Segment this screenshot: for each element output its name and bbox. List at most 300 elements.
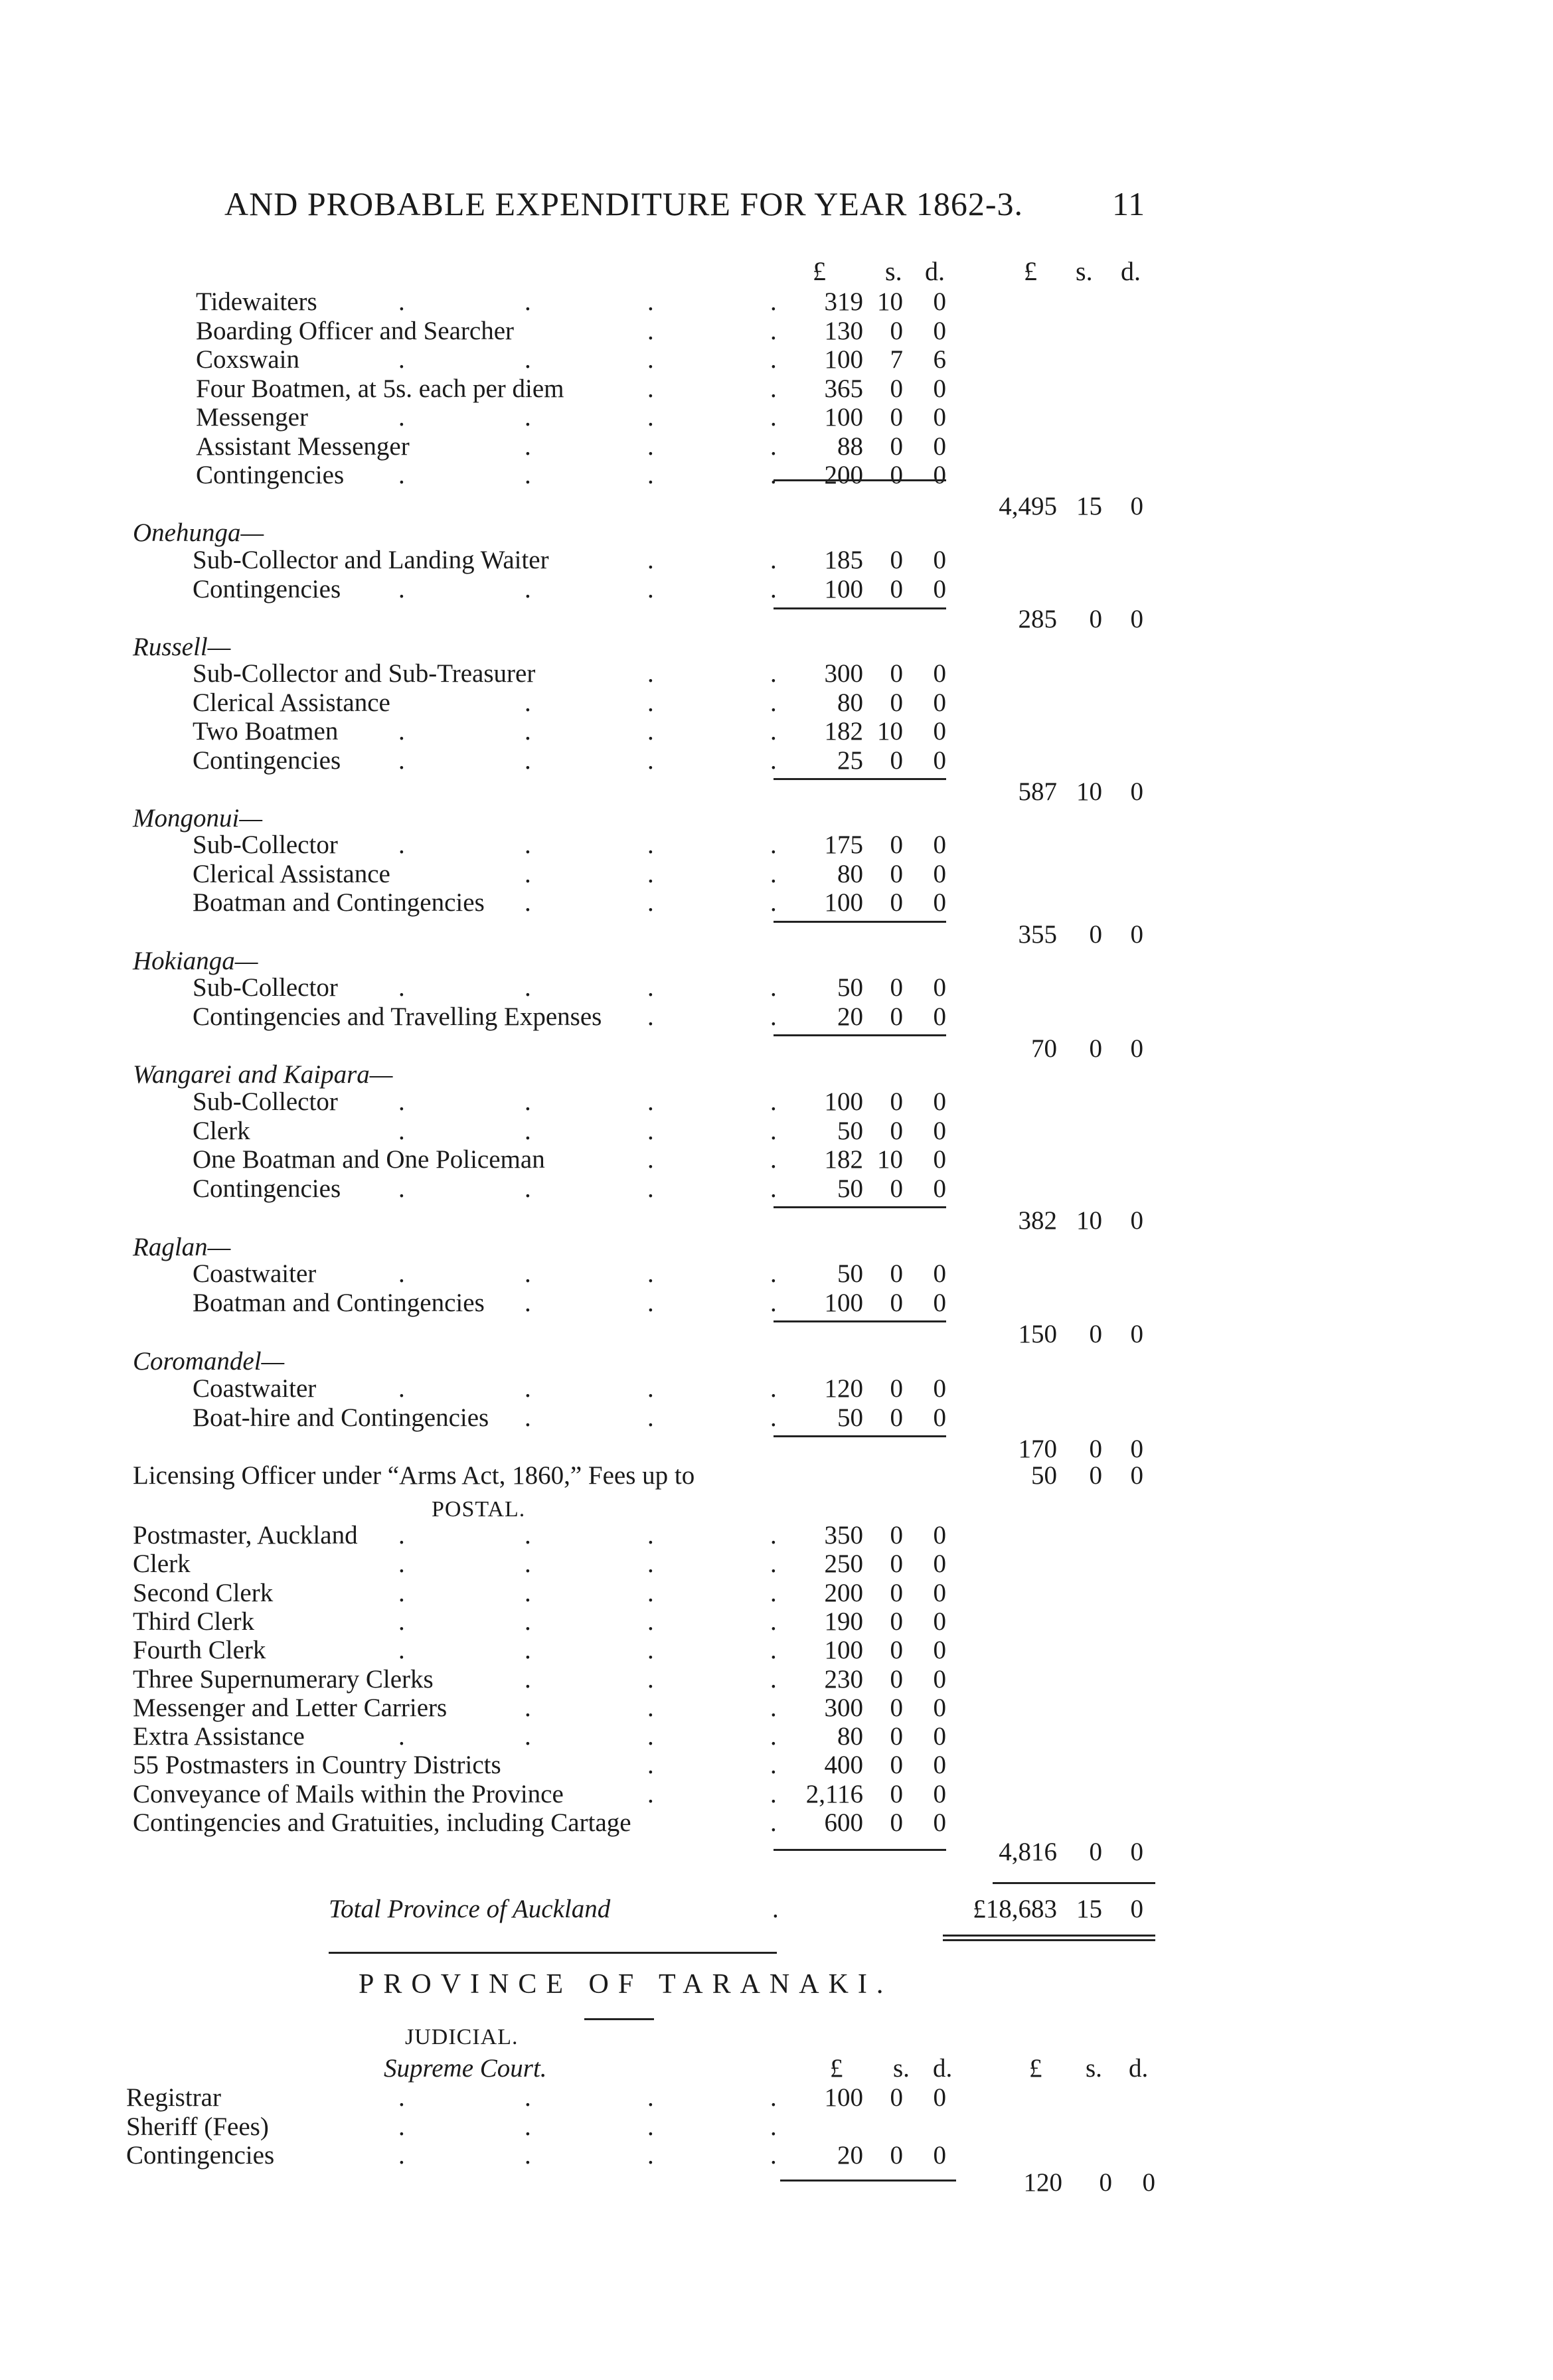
- wangarei-total-pence: 0: [1130, 1206, 1143, 1235]
- postal-item-shillings: 0: [890, 1722, 903, 1751]
- customs-total-shillings: 15: [1076, 492, 1102, 520]
- customs-item-label: Coxswain: [196, 345, 299, 374]
- onehunga-item-pounds: 185: [824, 546, 863, 574]
- col-head-pound: £: [813, 256, 826, 286]
- coromandel-total-pounds: 170: [1018, 1435, 1057, 1463]
- raglan-item-shillings: 0: [890, 1288, 903, 1317]
- leader-dot: .: [770, 1288, 777, 1317]
- leader-dot: .: [770, 1693, 777, 1722]
- russell-item-pounds: 25: [837, 746, 863, 775]
- postal-item: [0, 1520, 1553, 1552]
- coromandel-item-pence: 0: [933, 1374, 946, 1403]
- coromandel-item: [0, 1374, 1553, 1405]
- taranaki-item-pounds: 20: [837, 2141, 863, 2170]
- leader-dot: .: [525, 859, 531, 888]
- customs-item-label: Four Boatmen, at 5s. each per diem: [196, 374, 564, 403]
- raglan-item-shillings: 0: [890, 1259, 903, 1288]
- grand-total-pence: 0: [1130, 1895, 1143, 1923]
- hokianga-item-pence: 0: [933, 973, 946, 1002]
- postal-item-pounds: 2,116: [805, 1779, 863, 1808]
- customs-item-pounds: 319: [824, 287, 863, 316]
- leader-dot: .: [647, 287, 654, 316]
- col-head-shilling: s.: [885, 256, 902, 286]
- wangarei-item-pence: 0: [933, 1116, 946, 1145]
- onehunga-item-pounds: 100: [824, 574, 863, 603]
- leader-dot: .: [525, 1578, 531, 1607]
- leader-dot: .: [398, 1087, 405, 1116]
- leader-dot: .: [770, 1779, 777, 1808]
- hokianga-item-pence: 0: [933, 1002, 946, 1031]
- postal-item: [0, 1779, 1553, 1811]
- leader-dot: .: [770, 461, 777, 489]
- page-header-title: AND PROBABLE EXPENDITURE FOR YEAR 1862-3.: [224, 185, 1024, 222]
- russell-item-label: Two Boatmen: [193, 717, 339, 746]
- mongonui-item-label: Sub-Collector: [193, 831, 338, 859]
- leader-dot: .: [647, 1145, 654, 1174]
- raglan-item-label: Boatman and Contingencies: [193, 1288, 485, 1317]
- postal-item-pounds: 600: [824, 1808, 863, 1837]
- leader-dot: .: [525, 461, 531, 489]
- postal-item-label: Messenger and Letter Carriers: [133, 1693, 448, 1722]
- customs-item-shillings: 7: [890, 345, 903, 374]
- wangarei-item-pounds: 182: [824, 1145, 863, 1174]
- customs-item-label: Boarding Officer and Searcher: [196, 316, 514, 345]
- wangarei-item-shillings: 0: [890, 1116, 903, 1145]
- customs-item-shillings: 0: [890, 432, 903, 461]
- leader-dot: .: [398, 345, 405, 374]
- postal-total-rule: [993, 1882, 1155, 1884]
- leader-dot: .: [525, 287, 531, 316]
- wangarei-item-pence: 0: [933, 1174, 946, 1203]
- onehunga-item: [0, 574, 1553, 606]
- leader-dot: .: [770, 1607, 777, 1636]
- leader-dot: .: [647, 1751, 654, 1780]
- russell-item-pounds: 182: [824, 717, 863, 746]
- postal-item-pounds: 300: [824, 1693, 863, 1722]
- postal-item-pence: 0: [933, 1607, 946, 1636]
- leader-dot: .: [770, 746, 777, 775]
- leader-dot: .: [398, 1607, 405, 1636]
- leader-dot: .: [525, 717, 531, 746]
- supreme-court-heading: Supreme Court.: [384, 2054, 547, 2083]
- leader-dot: .: [398, 1259, 405, 1288]
- postal-item: [0, 1635, 1553, 1667]
- leader-dot: .: [770, 859, 777, 888]
- taranaki-title: PROVINCE OF TARANAKI.: [359, 1969, 893, 2000]
- mongonui-total-shillings: 0: [1089, 920, 1102, 949]
- leader-dot: .: [770, 973, 777, 1002]
- hokianga-item-shillings: 0: [890, 973, 903, 1002]
- onehunga-item: [0, 545, 1553, 577]
- leader-dot: .: [525, 1403, 531, 1432]
- section-title-hokianga: Hokianga—: [133, 947, 258, 975]
- postal-item-label: 55 Postmasters in Country Districts: [133, 1751, 501, 1780]
- grand-total-shillings: 15: [1076, 1895, 1102, 1923]
- postal-item: [0, 1664, 1553, 1696]
- onehunga-item-pence: 0: [933, 546, 946, 574]
- postal-item-shillings: 0: [890, 1693, 903, 1722]
- leader-dot: .: [647, 717, 654, 746]
- hokianga-item: [0, 1002, 1553, 1034]
- customs-item-pounds: 200: [824, 461, 863, 489]
- leader-dot: .: [770, 1145, 777, 1174]
- wangarei-item-pence: 0: [933, 1145, 946, 1174]
- customs-item-pence: 0: [933, 461, 946, 489]
- postal-item-pence: 0: [933, 1779, 946, 1808]
- postal-total-shillings: 0: [1089, 1838, 1102, 1866]
- leader-dot: .: [647, 1722, 654, 1751]
- customs-item-pounds: 365: [824, 374, 863, 403]
- raglan-item-label: Coastwaiter: [193, 1259, 317, 1288]
- postal-item-pounds: 230: [824, 1664, 863, 1694]
- postal-item-shillings: 0: [890, 1607, 903, 1636]
- leader-dot: .: [647, 574, 654, 603]
- grand-total-rule-2: [943, 1939, 1155, 1941]
- postal-item-label: Conveyance of Mails within the Province: [133, 1779, 564, 1808]
- grand-total-pounds: £18,683: [973, 1895, 1057, 1923]
- russell-item-label: Clerical Assistance: [193, 688, 390, 717]
- postal-total-pence: 0: [1130, 1838, 1143, 1866]
- taranaki-col-head: s.: [893, 2054, 910, 2083]
- customs-item-pounds: 130: [824, 316, 863, 345]
- taranaki-title-rule: [584, 2018, 654, 2020]
- postal-item: [0, 1693, 1553, 1725]
- leader-dot: .: [398, 1722, 405, 1751]
- mongonui-total-pounds: 355: [1018, 920, 1057, 949]
- grand-total-rule-1: [943, 1935, 1155, 1937]
- leader-dot: .: [770, 717, 777, 746]
- hokianga-total-pence: 0: [1130, 1034, 1143, 1063]
- leader-dot: .: [525, 1288, 531, 1317]
- postal-total-pounds: 4,816: [999, 1838, 1057, 1866]
- leader-dot: .: [770, 1374, 777, 1403]
- postal-item-shillings: 0: [890, 1751, 903, 1780]
- leader-dot: .: [647, 973, 654, 1002]
- leader-dot: .: [647, 888, 654, 917]
- russell-total-pence: 0: [1130, 777, 1143, 806]
- customs-item: [0, 460, 1553, 492]
- leader-dot: .: [647, 1693, 654, 1722]
- raglan-item: [0, 1288, 1553, 1320]
- leader-dot: .: [647, 746, 654, 775]
- wangarei-item-shillings: 0: [890, 1087, 903, 1116]
- russell-item-pounds: 300: [824, 659, 863, 688]
- leader-dot: .: [398, 1549, 405, 1579]
- leader-dot: .: [770, 888, 777, 917]
- raglan-total-shillings: 0: [1089, 1320, 1102, 1348]
- leader-dot: .: [770, 831, 777, 859]
- leader-dot: .: [647, 1578, 654, 1607]
- postal-item-pence: 0: [933, 1722, 946, 1751]
- mongonui-item-pounds: 100: [824, 888, 863, 917]
- leader-dot: .: [647, 659, 654, 688]
- customs-item-shillings: 0: [890, 374, 903, 403]
- onehunga-item-shillings: 0: [890, 546, 903, 574]
- wangarei-item: [0, 1145, 1553, 1176]
- hokianga-item-shillings: 0: [890, 1002, 903, 1031]
- leader-dot: .: [525, 1664, 531, 1694]
- customs-item-pence: 0: [933, 432, 946, 461]
- leader-dot: .: [770, 1549, 777, 1579]
- mongonui-item-pounds: 80: [837, 859, 863, 888]
- leader-dot: .: [647, 403, 654, 432]
- leader-dot: .: [647, 546, 654, 574]
- coromandel-item-pounds: 50: [837, 1403, 863, 1432]
- section-title-coromandel: Coromandel—: [133, 1347, 285, 1376]
- leader-dot: .: [525, 888, 531, 917]
- russell-total-pounds: 587: [1018, 777, 1057, 806]
- leader-dot: .: [398, 746, 405, 775]
- postal-item: [0, 1808, 1553, 1840]
- coromandel-item-pounds: 120: [824, 1374, 863, 1403]
- section-title-wangarei: Wangarei and Kaipara—: [133, 1060, 393, 1089]
- leader-dot: .: [770, 1664, 777, 1694]
- leader-dot: .: [770, 574, 777, 603]
- mongonui-item: [0, 859, 1553, 891]
- col-head-pence-2: d.: [1121, 256, 1141, 286]
- customs-item: [0, 374, 1553, 406]
- leader-dot: .: [647, 432, 654, 461]
- mongonui-item-shillings: 0: [890, 859, 903, 888]
- leader-dot: .: [647, 1664, 654, 1694]
- postal-item-shillings: 0: [890, 1779, 903, 1808]
- leader-dot: .: [525, 1521, 531, 1549]
- wangarei-total-shillings: 10: [1076, 1206, 1102, 1235]
- customs-total-pounds: 4,495: [999, 492, 1057, 520]
- onehunga-item-label: Contingencies: [193, 574, 341, 603]
- postal-item-pounds: 400: [824, 1751, 863, 1780]
- leader-dot: .: [770, 546, 777, 574]
- postal-item-shillings: 0: [890, 1664, 903, 1694]
- leader-dot: .: [525, 1116, 531, 1145]
- leader-dot: .: [525, 1693, 531, 1722]
- leader-dot: .: [647, 1174, 654, 1203]
- coromandel-total-shillings: 0: [1089, 1435, 1102, 1463]
- postal-item: [0, 1578, 1553, 1610]
- leader-dot: .: [647, 1087, 654, 1116]
- leader-dot: .: [647, 1288, 654, 1317]
- mongonui-item-label: Clerical Assistance: [193, 859, 390, 888]
- coromandel-total-pence: 0: [1130, 1435, 1143, 1463]
- leader-dot: .: [398, 2141, 405, 2170]
- customs-item: [0, 287, 1553, 319]
- leader-dot: .: [770, 1578, 777, 1607]
- customs-item-label: Assistant Messenger: [196, 432, 410, 461]
- customs-item-shillings: 0: [890, 316, 903, 345]
- customs-item-pence: 0: [933, 316, 946, 345]
- taranaki-total-pence: 0: [1142, 2168, 1155, 2197]
- wangarei-item: [0, 1116, 1553, 1148]
- onehunga-item-shillings: 0: [890, 574, 903, 603]
- wangarei-item: [0, 1174, 1553, 1206]
- mongonui-item-pence: 0: [933, 859, 946, 888]
- taranaki-col-head: s.: [1086, 2054, 1102, 2083]
- province-separator-rule: [329, 1952, 777, 1954]
- postal-item-shillings: 0: [890, 1521, 903, 1549]
- leader-dot: .: [398, 1116, 405, 1145]
- wangarei-item-label: Sub-Collector: [193, 1087, 338, 1116]
- mongonui-item-shillings: 0: [890, 888, 903, 917]
- russell-item-pence: 0: [933, 717, 946, 746]
- leader-dot: .: [525, 831, 531, 859]
- leader-dot: .: [398, 1174, 405, 1203]
- leader-dot: .: [647, 1259, 654, 1288]
- leader-dot: .: [647, 461, 654, 489]
- customs-item: [0, 402, 1553, 434]
- coromandel-item-shillings: 0: [890, 1403, 903, 1432]
- judicial-heading: JUDICIAL.: [405, 2025, 519, 2049]
- leader-dot: .: [770, 1087, 777, 1116]
- leader-dot: .: [525, 345, 531, 374]
- russell-item: [0, 716, 1553, 748]
- leader-dot: .: [525, 2083, 531, 2112]
- customs-item-pence: 6: [933, 345, 946, 374]
- customs-total-pence: 0: [1130, 492, 1143, 520]
- customs-item-pounds: 100: [824, 345, 863, 374]
- leader-dot: .: [398, 403, 405, 432]
- postal-total: [0, 1837, 1553, 1869]
- customs-item-shillings: 0: [890, 403, 903, 432]
- wangarei-item-pounds: 100: [824, 1087, 863, 1116]
- postal-item-label: Postmaster, Auckland: [133, 1521, 358, 1549]
- postal-item: [0, 1607, 1553, 1638]
- leader-dot: .: [398, 1521, 405, 1549]
- leader-dot: .: [647, 1779, 654, 1808]
- leader-dot: .: [647, 2112, 654, 2141]
- postal-item-pence: 0: [933, 1693, 946, 1722]
- wangarei-item-label: Clerk: [193, 1116, 250, 1145]
- raglan-item-pence: 0: [933, 1259, 946, 1288]
- leader-dot: .: [525, 432, 531, 461]
- customs-item: [0, 432, 1553, 463]
- postal-item-pounds: 190: [824, 1607, 863, 1636]
- postal-item-shillings: 0: [890, 1578, 903, 1607]
- wangarei-item-label: One Boatman and One Policeman: [193, 1145, 545, 1174]
- customs-item-shillings: 0: [890, 461, 903, 489]
- leader-dot: .: [647, 859, 654, 888]
- leader-dot: .: [525, 2141, 531, 2170]
- taranaki-item: [0, 2112, 1553, 2144]
- taranaki-col-head: £: [1029, 2054, 1042, 2083]
- leader-dot: .: [647, 1116, 654, 1145]
- russell-item: [0, 746, 1553, 777]
- leader-dot: .: [398, 1578, 405, 1607]
- taranaki-col-head: d.: [1129, 2054, 1149, 2083]
- leader-dot: .: [770, 1808, 777, 1837]
- postal-item: [0, 1750, 1553, 1782]
- wangarei-total: [0, 1206, 1553, 1237]
- leader-dot: .: [398, 831, 405, 859]
- russell-item: [0, 688, 1553, 720]
- onehunga-item-pence: 0: [933, 574, 946, 603]
- section-title-mongonui: Mongonui—: [133, 804, 262, 833]
- col-head-pound-2: £: [1024, 256, 1037, 286]
- onehunga-total-pounds: 285: [1018, 605, 1057, 633]
- hokianga-item-label: Contingencies and Travelling Expenses: [193, 1002, 602, 1031]
- russell-item: [0, 659, 1553, 690]
- onehunga-item-label: Sub-Collector and Landing Waiter: [193, 546, 549, 574]
- hokianga-total-pounds: 70: [1031, 1034, 1057, 1063]
- leader-dot: .: [525, 1722, 531, 1751]
- postal-item-pence: 0: [933, 1751, 946, 1780]
- postal-item-pence: 0: [933, 1521, 946, 1549]
- leader-dot: .: [770, 2141, 777, 2170]
- col-head-pence: d.: [925, 256, 945, 286]
- leader-dot: .: [398, 717, 405, 746]
- taranaki-item-shillings: 0: [890, 2141, 903, 2170]
- wangarei-item-label: Contingencies: [193, 1174, 341, 1203]
- leader-dot: .: [770, 403, 777, 432]
- customs-item-pence: 0: [933, 403, 946, 432]
- leader-dot: .: [647, 1403, 654, 1432]
- mongonui-item-label: Boatman and Contingencies: [193, 888, 485, 917]
- subtotal-rule: [774, 479, 946, 481]
- postal-item-label: Clerk: [133, 1549, 191, 1579]
- leader-dot: .: [647, 688, 654, 717]
- leader-dot: .: [647, 1521, 654, 1549]
- taranaki-col-head: d.: [933, 2054, 953, 2083]
- leader-dot: .: [770, 688, 777, 717]
- mongonui-item: [0, 888, 1553, 919]
- leader-dot: .: [525, 1636, 531, 1665]
- hokianga-item: [0, 973, 1553, 1004]
- taranaki-col-head: £: [830, 2054, 843, 2083]
- postal-item-pence: 0: [933, 1549, 946, 1579]
- coromandel-item-label: Boat-hire and Contingencies: [193, 1403, 489, 1432]
- customs-item-shillings: 10: [877, 287, 903, 316]
- russell-item-label: Sub-Collector and Sub-Treasurer: [193, 659, 536, 688]
- leader-dot: .: [525, 403, 531, 432]
- leader-dot: .: [770, 1116, 777, 1145]
- raglan-item-pounds: 50: [837, 1259, 863, 1288]
- leader-dot: .: [647, 1607, 654, 1636]
- leader-dot: .: [398, 2112, 405, 2141]
- leader-dot: .: [398, 1636, 405, 1665]
- leader-dot: .: [398, 574, 405, 603]
- customs-item-pence: 0: [933, 287, 946, 316]
- postal-item-pence: 0: [933, 1664, 946, 1694]
- licensing-row: [0, 1461, 1553, 1492]
- leader-dot: .: [770, 2112, 777, 2141]
- leader-dot: .: [770, 2083, 777, 2112]
- leader-dot: .: [647, 2141, 654, 2170]
- leader-dot: .: [525, 973, 531, 1002]
- customs-item-pence: 0: [933, 374, 946, 403]
- leader-dot: .: [770, 1636, 777, 1665]
- postal-item: [0, 1721, 1553, 1753]
- leader-dot: .: [770, 1722, 777, 1751]
- licensing-shillings: 0: [1089, 1461, 1102, 1490]
- leader-dot: .: [525, 688, 531, 717]
- leader-dot: .: [647, 374, 654, 403]
- leader-dot: .: [647, 1636, 654, 1665]
- leader-dot: .: [647, 316, 654, 345]
- taranaki-item-label: Registrar: [126, 2083, 221, 2112]
- raglan-item: [0, 1259, 1553, 1291]
- customs-item-label: Contingencies: [196, 461, 345, 489]
- leader-dot: .: [770, 287, 777, 316]
- leader-dot: .: [770, 1002, 777, 1031]
- coromandel-item-label: Coastwaiter: [193, 1374, 317, 1403]
- leader-dot: .: [770, 1403, 777, 1432]
- customs-item-pounds: 100: [824, 403, 863, 432]
- leader-dot: .: [525, 1549, 531, 1579]
- russell-item-pounds: 80: [837, 688, 863, 717]
- mongonui-item-pounds: 175: [824, 831, 863, 859]
- taranaki-total-shillings: 0: [1099, 2168, 1112, 2197]
- leader-dot: .: [398, 287, 405, 316]
- section-title-onehunga: Onehunga—: [133, 518, 264, 547]
